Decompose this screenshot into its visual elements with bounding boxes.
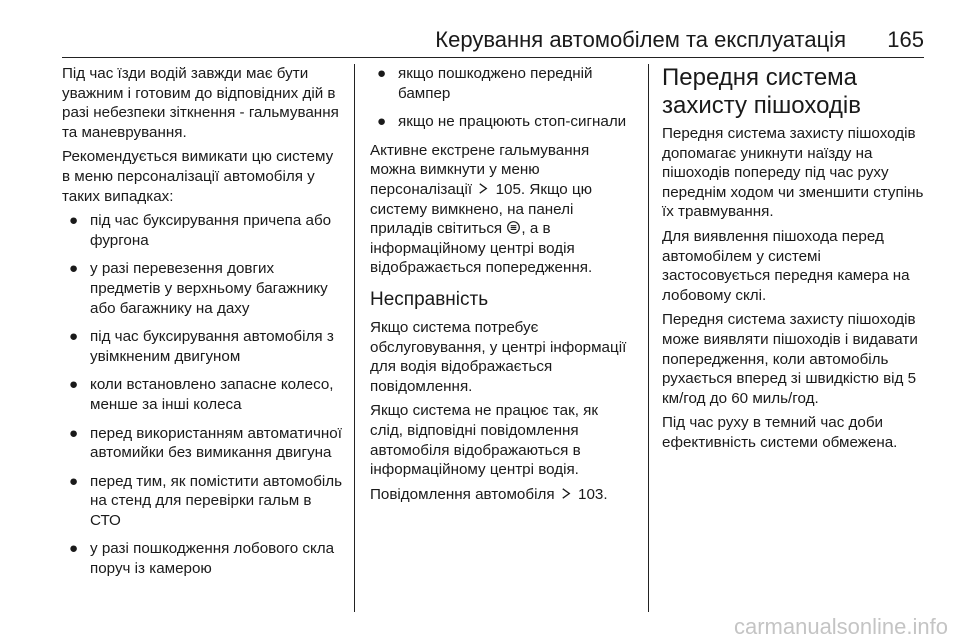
service-paragraph: Якщо система потребує обслуговування, у центрі інформації для водія відображається повідомлення. (370, 318, 627, 395)
header-title: Керування автомобілем та експлуатація (435, 27, 846, 52)
malfunction-heading: Несправність (370, 288, 489, 310)
list-item: ● перед використанням автоматичної автомийки без вимикання двигуна (69, 424, 342, 462)
column-divider-1 (354, 64, 355, 612)
disable-info-paragraph: Активне екстрене гальмування можна вимкнути у меню персоналізації 105. Якщо цю систему вимкнено, на панелі приладів світиться , а в інформаційному центрі водія відображається попередження. (370, 141, 593, 277)
page-number: 165 (887, 27, 924, 52)
bullet-icon: ● (69, 260, 79, 278)
list-item: ● перед тим, як помістити автомобіль на стенд для перевірки гальм в СТО (69, 472, 343, 529)
bullet-icon: ● (69, 212, 79, 230)
list-item: ● якщо пошкоджено передній бампер (377, 65, 593, 102)
page-reference-icon (559, 486, 574, 501)
intro-paragraph: Під час їзди водій завжди має бути уважним і готовим до відповідних дій в разі небезпеки зіткнення - гальмування та маневрування. (62, 65, 339, 141)
camera-paragraph: Для виявлення пішохода перед автомобілем у системі застосовується передня камера на лобовому склі. (662, 227, 910, 304)
page-reference-icon (476, 181, 491, 196)
bullet-icon: ● (69, 472, 79, 490)
list-item: ● у разі перевезення довгих предметів у верхньому багажнику або багажнику на даху (69, 260, 328, 317)
column-2 (370, 64, 632, 509)
disable-cases-list-continued (370, 64, 632, 132)
bullet-icon: ● (377, 65, 387, 82)
night-limitation-paragraph: Під час руху в темний час доби ефективність системи обмежена. (662, 414, 898, 451)
pedestrian-intro-paragraph: Передня система захисту пішоходів допомагає уникнути наїзду на пішоходів попереду під час руху переднім ходом чи зменшити ступінь їх травмування. (662, 125, 924, 221)
column-1 (62, 64, 344, 588)
watermark: carmanualsonline.info (733, 614, 948, 639)
collision-system-off-lamp-icon (506, 220, 521, 235)
bullet-icon: ● (69, 540, 79, 558)
bullet-icon: ● (69, 328, 79, 346)
column-divider-2 (648, 64, 649, 612)
section-heading: Передня система захисту пішоходів (662, 64, 861, 119)
list-item: ● під час буксирування причепа або фургона (69, 212, 332, 249)
not-working-paragraph: Якщо система не працює так, як слід, відповідні повідомлення автомобіля відображаються в інформаційному центрі водія. (370, 402, 599, 479)
speed-range-paragraph: Передня система захисту пішоходів може виявляти пішоходів і видавати попередження, коли автомобіль рухається вперед зі швидкістю від 5 км/год до 60 миль/год. (662, 311, 918, 407)
bullet-icon: ● (69, 424, 79, 442)
page-reference-link[interactable]: 105 (495, 180, 521, 198)
bullet-icon: ● (377, 113, 387, 131)
list-item: ● коли встановлено запасне колесо, менше за інші колеса (69, 376, 334, 413)
page-reference-link[interactable]: 103 (578, 485, 604, 503)
bullet-icon: ● (69, 376, 79, 394)
list-item: ● у разі пошкодження лобового скла поруч із камерою (69, 540, 335, 578)
page-header (62, 26, 924, 54)
header-rule (62, 57, 924, 58)
vehicle-messages-paragraph: Повідомлення автомобіля 103. (370, 485, 608, 503)
column-3 (662, 64, 926, 458)
list-item: ● якщо не працюють стоп-сигнали (377, 113, 627, 131)
list-item: ● під час буксирування автомобіля з увімкненим двигуном (69, 328, 334, 365)
disable-cases-list (62, 211, 344, 579)
recommendation-paragraph: Рекомендується вимикати цю систему в меню персоналізації автомобіля у таких випадках: (62, 148, 334, 205)
